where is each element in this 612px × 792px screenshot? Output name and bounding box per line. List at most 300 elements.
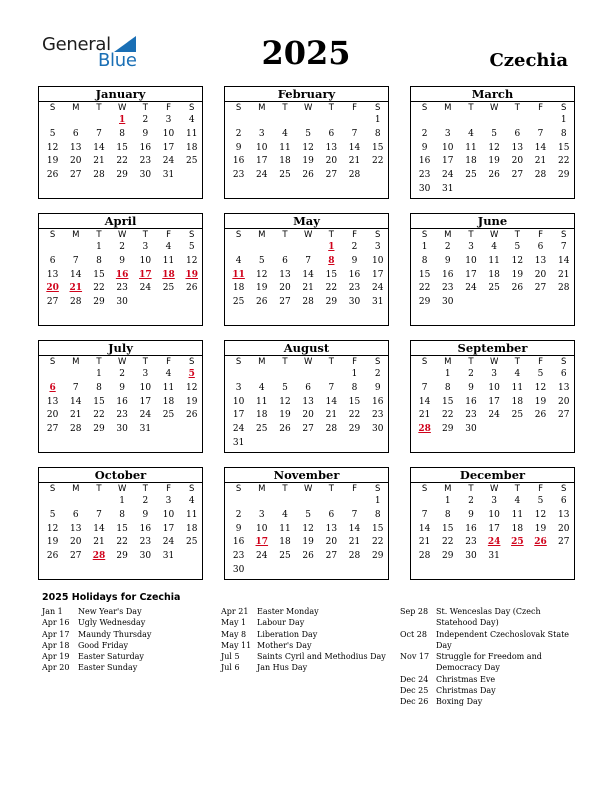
- day: 6: [305, 382, 312, 393]
- day: 9: [421, 142, 428, 153]
- day: 30: [442, 297, 454, 308]
- weekday-header: T: [468, 103, 474, 113]
- day: 7: [560, 242, 567, 252]
- holiday-item: [400, 685, 572, 696]
- day: 17: [371, 269, 384, 280]
- day: 2: [119, 369, 126, 379]
- day: 14: [534, 142, 547, 153]
- empty-day: [250, 241, 273, 255]
- day: 2: [119, 242, 126, 252]
- day: 14: [70, 269, 82, 280]
- holiday-date: Apr 17: [42, 629, 70, 639]
- day: 7: [421, 382, 428, 393]
- day: 7: [72, 382, 79, 393]
- holiday-date: May 1: [221, 618, 247, 628]
- day: 21: [534, 156, 547, 167]
- holiday-item: [400, 696, 572, 707]
- day: 2: [468, 369, 474, 379]
- day: 26: [534, 410, 547, 421]
- weekday-header: S: [561, 357, 567, 367]
- weekday-header: M: [72, 484, 80, 494]
- holiday-item: [221, 629, 396, 640]
- day: 9: [142, 128, 149, 139]
- holiday-item: [400, 674, 572, 685]
- holiday-name: Easter Monday: [257, 607, 319, 616]
- day: 3: [468, 242, 474, 252]
- holiday-name: Christmas Day: [436, 686, 496, 696]
- holiday-list-column-3: [400, 606, 572, 708]
- weekday-header: T: [514, 103, 520, 113]
- weekday-header: T: [468, 230, 474, 240]
- day: 7: [96, 128, 102, 139]
- day: 20: [70, 156, 82, 167]
- holiday-day: 1: [119, 115, 126, 125]
- empty-day: [41, 241, 64, 255]
- day: 4: [514, 369, 521, 379]
- day: 8: [374, 509, 381, 520]
- day: 4: [468, 128, 474, 139]
- weekday-header: F: [166, 484, 171, 494]
- day: 15: [325, 269, 338, 280]
- holiday-item: [400, 606, 572, 629]
- day: 3: [491, 496, 498, 506]
- day: 6: [49, 255, 56, 266]
- day: 23: [418, 170, 431, 181]
- day: 4: [491, 242, 498, 252]
- holiday-date: Jul 5: [221, 652, 240, 662]
- weekday-header: T: [282, 484, 288, 494]
- day: 15: [418, 269, 431, 280]
- day: 11: [488, 255, 500, 266]
- day: 12: [256, 269, 268, 280]
- day-grid: [411, 102, 574, 197]
- day: 19: [185, 396, 198, 407]
- day: 22: [93, 283, 105, 294]
- weekday-header: S: [49, 230, 56, 240]
- empty-day: [64, 368, 87, 382]
- day: 3: [258, 509, 265, 520]
- month-name: January: [39, 87, 202, 102]
- weekday-header: T: [96, 103, 102, 113]
- day: 9: [119, 255, 126, 266]
- day: 9: [444, 255, 451, 266]
- day: 1: [351, 369, 358, 379]
- holiday-name: Easter Saturday: [78, 652, 144, 662]
- day: 29: [93, 297, 105, 308]
- day: 16: [139, 523, 152, 534]
- day: 13: [325, 523, 338, 534]
- day: 29: [442, 424, 454, 435]
- holiday-day: 5: [188, 369, 195, 379]
- day-grid: [39, 229, 202, 310]
- day: 15: [116, 142, 128, 153]
- day: 24: [256, 170, 268, 181]
- weekday-header: S: [189, 230, 195, 240]
- day: 19: [534, 523, 547, 534]
- day: 26: [46, 551, 59, 562]
- month-name: August: [225, 341, 388, 356]
- holiday-date: Apr 20: [42, 663, 70, 673]
- empty-day: [87, 114, 110, 128]
- month-june: [410, 213, 575, 326]
- day: 7: [72, 255, 79, 266]
- day: 20: [534, 269, 547, 280]
- day: 29: [442, 551, 454, 562]
- day: 16: [232, 537, 245, 548]
- holiday-date: Apr 19: [42, 652, 70, 662]
- day: 12: [511, 255, 524, 266]
- day: 22: [348, 410, 361, 421]
- day: 22: [325, 283, 338, 294]
- holiday-day: 20: [46, 283, 59, 294]
- weekday-header: F: [538, 357, 543, 367]
- day: 21: [93, 156, 105, 167]
- day: 24: [139, 283, 152, 294]
- weekday-header: T: [142, 103, 148, 113]
- day: 30: [371, 424, 384, 435]
- day: 27: [511, 170, 524, 181]
- holiday-day: 21: [69, 283, 83, 294]
- day: 9: [235, 523, 242, 534]
- holiday-date: Apr 16: [42, 618, 70, 628]
- day: 15: [371, 523, 384, 534]
- day: 27: [325, 551, 338, 562]
- weekday-header: S: [561, 230, 567, 240]
- empty-day: [436, 114, 459, 128]
- month-february: [224, 86, 389, 199]
- day-grid: [225, 483, 388, 578]
- holiday-day: 11: [232, 269, 245, 280]
- day: 15: [442, 523, 454, 534]
- day-grid: [411, 356, 574, 437]
- day: 18: [256, 410, 268, 421]
- day: 29: [116, 170, 128, 181]
- day: 29: [325, 297, 338, 308]
- day: 5: [491, 128, 498, 139]
- empty-day: [64, 241, 87, 255]
- day: 7: [537, 128, 544, 139]
- day: 25: [185, 156, 198, 167]
- month-september: [410, 340, 575, 453]
- day: 8: [421, 255, 428, 266]
- day: 26: [279, 424, 291, 435]
- day: 5: [49, 509, 56, 520]
- holiday-day: 25: [511, 537, 524, 548]
- empty-day: [41, 368, 64, 382]
- day: 2: [444, 242, 451, 252]
- day: 11: [162, 382, 175, 393]
- day: 20: [557, 396, 570, 407]
- empty-day: [41, 114, 64, 128]
- weekday-header: T: [142, 230, 148, 240]
- weekday-header: F: [352, 103, 357, 113]
- day: 26: [302, 551, 314, 562]
- day: 24: [162, 537, 175, 548]
- day: 6: [72, 128, 79, 139]
- day: 30: [465, 424, 477, 435]
- weekday-header: T: [468, 357, 474, 367]
- day: 26: [185, 410, 198, 421]
- day: 22: [418, 283, 431, 294]
- day: 18: [185, 523, 198, 534]
- day: 5: [188, 242, 195, 252]
- month-october: [38, 467, 203, 580]
- day: 24: [371, 283, 384, 294]
- weekday-header: T: [282, 357, 288, 367]
- day: 6: [560, 369, 567, 379]
- day: 16: [442, 269, 454, 280]
- weekday-header: S: [235, 484, 242, 494]
- day: 29: [93, 424, 105, 435]
- weekday-header: S: [561, 103, 567, 113]
- holiday-day: 8: [328, 255, 335, 266]
- day: 12: [46, 142, 59, 153]
- day: 23: [232, 170, 245, 181]
- day: 29: [116, 551, 128, 562]
- month-name: July: [39, 341, 202, 356]
- day: 19: [46, 156, 59, 167]
- holiday-date: Apr 21: [221, 607, 249, 616]
- day: 23: [371, 410, 384, 421]
- holiday-item: [42, 629, 212, 640]
- day: 31: [139, 424, 152, 435]
- day: 10: [442, 142, 454, 153]
- holiday-day: 24: [487, 537, 501, 548]
- day: 13: [511, 142, 524, 153]
- weekday-header: S: [235, 103, 242, 113]
- day: 6: [328, 128, 335, 139]
- day: 2: [235, 128, 242, 139]
- day: 24: [232, 424, 245, 435]
- weekday-header: S: [375, 484, 381, 494]
- day: 16: [465, 396, 477, 407]
- day: 16: [348, 269, 361, 280]
- day: 26: [488, 170, 500, 181]
- day: 19: [302, 156, 314, 167]
- day: 14: [348, 142, 361, 153]
- day: 28: [70, 424, 82, 435]
- day: 26: [46, 170, 59, 181]
- day: 27: [70, 170, 82, 181]
- day: 28: [70, 297, 82, 308]
- day: 14: [557, 255, 570, 266]
- day: 26: [256, 297, 268, 308]
- weekday-header: W: [117, 357, 127, 367]
- day: 20: [46, 410, 59, 421]
- holiday-item: [400, 629, 572, 652]
- weekday-header: F: [166, 230, 171, 240]
- day: 12: [534, 509, 547, 520]
- day: 9: [374, 382, 381, 393]
- day: 25: [232, 297, 245, 308]
- weekday-header: W: [303, 103, 313, 113]
- day: 5: [258, 255, 265, 266]
- holiday-item: [42, 606, 212, 617]
- weekday-header: T: [328, 357, 334, 367]
- empty-day: [64, 495, 87, 509]
- holiday-date: Apr 18: [42, 640, 70, 650]
- empty-day: [413, 114, 436, 128]
- month-march: [410, 86, 575, 199]
- weekday-header: S: [235, 357, 242, 367]
- day: 11: [185, 509, 198, 520]
- day: 14: [325, 396, 338, 407]
- empty-day: [506, 114, 529, 128]
- day: 23: [116, 410, 128, 421]
- weekday-header: T: [142, 484, 148, 494]
- day: 7: [351, 509, 358, 520]
- empty-day: [64, 114, 87, 128]
- day: 3: [142, 242, 149, 252]
- day: 28: [93, 170, 105, 181]
- day: 24: [465, 283, 477, 294]
- holiday-date: Jan 1: [42, 607, 63, 616]
- day: 10: [488, 509, 500, 520]
- day: 27: [70, 551, 82, 562]
- holiday-item: [221, 662, 396, 673]
- holiday-date: Sep 28: [400, 607, 429, 616]
- day: 23: [465, 410, 477, 421]
- day: 26: [185, 283, 198, 294]
- weekday-header: M: [72, 103, 80, 113]
- day: 30: [139, 170, 152, 181]
- day: 15: [93, 269, 105, 280]
- weekday-header: S: [375, 357, 381, 367]
- month-name: September: [411, 341, 574, 356]
- holiday-date: May 8: [221, 629, 247, 639]
- month-name: February: [225, 87, 388, 102]
- weekday-header: W: [303, 484, 313, 494]
- day: 15: [116, 523, 128, 534]
- holiday-name: Easter Sunday: [78, 663, 138, 673]
- day: 3: [165, 496, 172, 506]
- day-grid: [411, 483, 574, 564]
- day: 21: [302, 283, 314, 294]
- empty-day: [273, 495, 296, 509]
- weekday-header: M: [258, 103, 266, 113]
- day: 4: [235, 255, 242, 266]
- day: 10: [162, 128, 175, 139]
- holiday-day: 16: [115, 269, 129, 280]
- weekday-header: S: [189, 484, 195, 494]
- day: 23: [139, 156, 152, 167]
- day: 2: [421, 128, 428, 139]
- weekday-header: S: [49, 357, 56, 367]
- day: 6: [560, 496, 567, 506]
- month-name: April: [39, 214, 202, 229]
- empty-day: [413, 495, 436, 509]
- logo-blue-text: Blue: [98, 50, 137, 71]
- holiday-date: Dec 26: [400, 697, 429, 707]
- day: 25: [162, 410, 175, 421]
- day: 10: [256, 142, 268, 153]
- day: 17: [488, 523, 500, 534]
- day: 18: [185, 142, 198, 153]
- empty-day: [227, 241, 250, 255]
- day: 21: [93, 537, 105, 548]
- holiday-day: 17: [255, 537, 269, 548]
- day: 27: [302, 424, 314, 435]
- day: 28: [325, 424, 338, 435]
- holiday-day: 1: [328, 242, 335, 252]
- holidays-title: 2025 Holidays for Czechia: [42, 592, 181, 603]
- day: 7: [328, 382, 335, 393]
- day: 7: [96, 509, 102, 520]
- weekday-header: S: [49, 103, 56, 113]
- empty-day: [250, 368, 273, 382]
- day: 26: [302, 170, 314, 181]
- empty-day: [41, 495, 64, 509]
- day: 24: [139, 410, 152, 421]
- empty-day: [483, 114, 506, 128]
- day: 3: [235, 382, 242, 393]
- empty-day: [273, 114, 296, 128]
- holiday-name: St. Wenceslas Day (Czech Statehood Day): [436, 607, 541, 628]
- day: 12: [488, 142, 500, 153]
- day: 24: [488, 410, 500, 421]
- empty-day: [343, 114, 366, 128]
- day: 10: [488, 382, 500, 393]
- day: 14: [93, 523, 105, 534]
- day: 25: [185, 537, 198, 548]
- day: 25: [162, 283, 175, 294]
- day: 1: [444, 496, 451, 506]
- day: 13: [70, 523, 82, 534]
- day: 28: [348, 551, 361, 562]
- day: 3: [374, 242, 381, 252]
- day: 19: [511, 269, 524, 280]
- day: 6: [328, 509, 335, 520]
- day: 24: [256, 551, 268, 562]
- day: 10: [139, 255, 152, 266]
- holiday-name: Jan Hus Day: [257, 663, 308, 673]
- day: 22: [93, 410, 105, 421]
- empty-day: [320, 114, 343, 128]
- weekday-header: S: [235, 230, 242, 240]
- day: 30: [116, 297, 128, 308]
- day: 18: [511, 523, 524, 534]
- holiday-date: Dec 25: [400, 686, 429, 696]
- weekday-header: W: [489, 357, 499, 367]
- empty-day: [273, 241, 296, 255]
- day: 17: [488, 396, 500, 407]
- day: 1: [96, 242, 102, 252]
- weekday-header: T: [96, 484, 102, 494]
- empty-day: [320, 495, 343, 509]
- day: 23: [232, 551, 245, 562]
- day: 27: [534, 283, 547, 294]
- day: 13: [557, 509, 570, 520]
- day: 24: [162, 156, 175, 167]
- day: 8: [374, 128, 381, 139]
- holiday-name: Christmas Eve: [436, 674, 496, 684]
- day: 25: [256, 424, 268, 435]
- day: 2: [235, 509, 242, 520]
- day: 25: [279, 170, 291, 181]
- day: 30: [139, 551, 152, 562]
- holiday-name: Mother's Day: [257, 640, 312, 650]
- day: 11: [279, 142, 291, 153]
- day: 12: [302, 523, 314, 534]
- weekday-header: W: [489, 103, 499, 113]
- day: 30: [418, 183, 431, 194]
- day: 28: [348, 170, 361, 181]
- day: 10: [465, 255, 477, 266]
- holiday-name: Saints Cyril and Methodius Day: [257, 652, 386, 662]
- weekday-header: W: [489, 484, 499, 494]
- empty-day: [227, 114, 250, 128]
- holiday-name: New Year's Day: [78, 607, 142, 616]
